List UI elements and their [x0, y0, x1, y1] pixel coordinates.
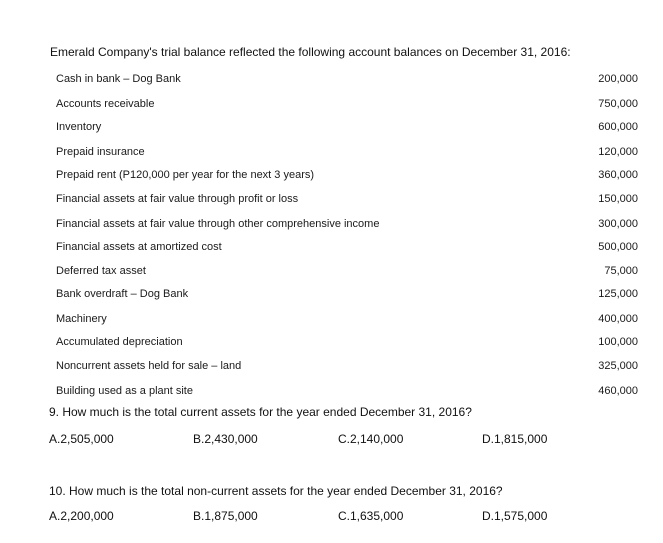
account-row	[56, 336, 638, 352]
account-row	[56, 218, 638, 234]
account-label: Inventory	[56, 121, 102, 133]
account-label: Prepaid insurance	[56, 146, 145, 158]
account-label: Financial assets at fair value through other comprehensive income	[56, 218, 380, 230]
account-amount: 500,000	[598, 241, 638, 253]
account-row	[56, 385, 638, 401]
account-amount: 600,000	[598, 121, 638, 133]
question-text: 9. How much is the total current assets for the year ended December 31, 2016?	[49, 405, 472, 419]
problem-heading: Emerald Company's trial balance reflected the following account balances on December 31, 2016:	[50, 45, 571, 59]
account-row	[56, 73, 638, 89]
account-label: Building used as a plant site	[56, 385, 193, 397]
account-label: Noncurrent assets held for sale – land	[56, 360, 242, 372]
account-label: Accounts receivable	[56, 98, 155, 110]
choice-d[interactable]: D.1,815,000	[482, 432, 548, 446]
account-amount: 150,000	[598, 193, 638, 205]
account-row	[56, 193, 638, 209]
account-label: Machinery	[56, 313, 107, 325]
choice-d[interactable]: D.1,575,000	[482, 509, 548, 523]
account-row	[56, 265, 638, 281]
choice-b[interactable]: B.1,875,000	[193, 509, 258, 523]
account-amount: 325,000	[598, 360, 638, 372]
account-amount: 300,000	[598, 218, 638, 230]
choice-a[interactable]: A.2,505,000	[49, 432, 114, 446]
account-row	[56, 169, 638, 185]
account-label: Financial assets at amortized cost	[56, 241, 222, 253]
account-amount: 200,000	[598, 73, 638, 85]
account-amount: 460,000	[598, 385, 638, 397]
account-label: Cash in bank – Dog Bank	[56, 73, 181, 85]
choice-b[interactable]: B.2,430,000	[193, 432, 258, 446]
account-amount: 750,000	[598, 98, 638, 110]
account-label: Deferred tax asset	[56, 265, 146, 277]
account-label: Prepaid rent (P120,000 per year for the next 3 years)	[56, 169, 315, 181]
account-amount: 75,000	[604, 265, 638, 277]
question-text: 10. How much is the total non-current assets for the year ended December 31, 2016?	[49, 484, 503, 498]
choice-c[interactable]: C.1,635,000	[338, 509, 404, 523]
choice-a[interactable]: A.2,200,000	[49, 509, 114, 523]
account-row	[56, 360, 638, 376]
account-amount: 400,000	[598, 313, 638, 325]
account-row	[56, 121, 638, 137]
account-row	[56, 146, 638, 162]
account-label: Financial assets at fair value through profit or loss	[56, 193, 299, 205]
account-amount: 100,000	[598, 336, 638, 348]
account-label: Bank overdraft – Dog Bank	[56, 288, 189, 300]
account-amount: 360,000	[598, 169, 638, 181]
account-amount: 125,000	[598, 288, 638, 300]
account-label: Accumulated depreciation	[56, 336, 183, 348]
account-row	[56, 98, 638, 114]
account-amount: 120,000	[598, 146, 638, 158]
account-row	[56, 288, 638, 304]
choice-c[interactable]: C.2,140,000	[338, 432, 404, 446]
account-row	[56, 313, 638, 329]
account-row	[56, 241, 638, 257]
